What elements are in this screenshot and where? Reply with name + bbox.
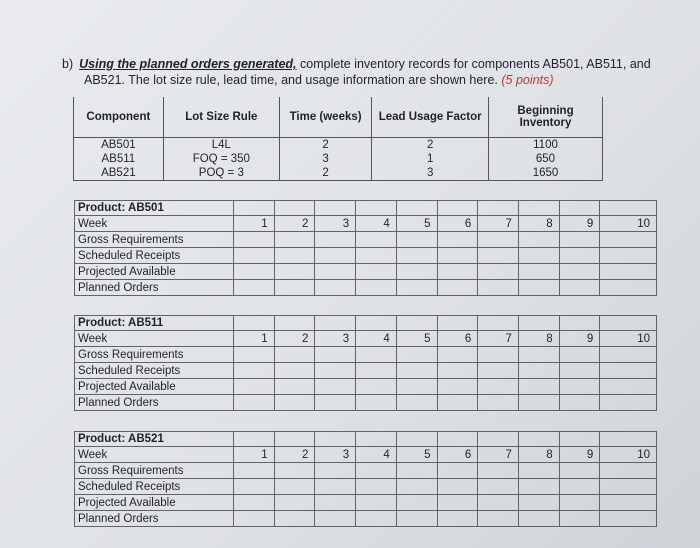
info-header-row bbox=[74, 97, 603, 138]
answer-cell[interactable] bbox=[478, 248, 519, 264]
week-label: Week bbox=[75, 216, 234, 232]
question-points: (5 points) bbox=[501, 73, 554, 87]
week-number: 10 bbox=[600, 447, 657, 463]
record-row bbox=[75, 463, 657, 479]
answer-cell[interactable] bbox=[437, 363, 478, 379]
answer-cell[interactable] bbox=[396, 495, 437, 511]
week-number: 8 bbox=[518, 331, 559, 347]
answer-cell[interactable] bbox=[315, 248, 356, 264]
answer-cell[interactable] bbox=[396, 379, 437, 395]
week-number: 4 bbox=[356, 216, 397, 232]
answer-cell[interactable] bbox=[518, 479, 559, 495]
info-begin: 1650 bbox=[488, 166, 602, 181]
answer-cell[interactable] bbox=[356, 395, 397, 411]
week-number: 5 bbox=[396, 216, 437, 232]
header-component: Component bbox=[74, 97, 164, 138]
answer-cell[interactable] bbox=[234, 479, 275, 495]
answer-cell[interactable] bbox=[518, 463, 559, 479]
week-number: 7 bbox=[478, 331, 519, 347]
product-row bbox=[75, 316, 657, 331]
week-number: 1 bbox=[234, 216, 275, 232]
answer-cell[interactable] bbox=[518, 495, 559, 511]
answer-cell[interactable] bbox=[478, 395, 519, 411]
answer-cell[interactable] bbox=[234, 347, 275, 363]
record-table-ab501 bbox=[74, 200, 657, 296]
answer-cell[interactable] bbox=[315, 280, 356, 296]
week-number: 9 bbox=[559, 216, 600, 232]
week-number: 4 bbox=[356, 447, 397, 463]
answer-cell[interactable] bbox=[600, 248, 657, 264]
answer-cell[interactable] bbox=[274, 479, 315, 495]
record-row bbox=[75, 248, 657, 264]
info-row bbox=[74, 166, 603, 181]
answer-cell[interactable] bbox=[315, 347, 356, 363]
answer-cell[interactable] bbox=[234, 280, 275, 296]
answer-cell[interactable] bbox=[274, 463, 315, 479]
answer-cell[interactable] bbox=[274, 280, 315, 296]
answer-cell[interactable] bbox=[559, 495, 600, 511]
question-letter: b) bbox=[62, 57, 74, 71]
week-number: 8 bbox=[518, 216, 559, 232]
week-row bbox=[75, 216, 657, 232]
blank-cell bbox=[396, 201, 437, 216]
answer-cell[interactable] bbox=[274, 395, 315, 411]
product-row bbox=[75, 432, 657, 447]
answer-cell[interactable] bbox=[356, 232, 397, 248]
answer-cell[interactable] bbox=[600, 280, 657, 296]
record-row bbox=[75, 280, 657, 296]
week-number: 6 bbox=[437, 447, 478, 463]
answer-cell[interactable] bbox=[234, 511, 275, 527]
week-row bbox=[75, 331, 657, 347]
week-number: 3 bbox=[315, 447, 356, 463]
week-number: 4 bbox=[356, 331, 397, 347]
week-number: 3 bbox=[315, 331, 356, 347]
answer-cell[interactable] bbox=[396, 511, 437, 527]
header-time-weeks: Time (weeks) bbox=[279, 97, 371, 138]
question-line1: complete inventory records for components AB501, AB511, and bbox=[296, 57, 651, 71]
answer-cell[interactable] bbox=[315, 511, 356, 527]
answer-cell[interactable] bbox=[234, 463, 275, 479]
answer-cell[interactable] bbox=[396, 248, 437, 264]
blank-cell bbox=[518, 201, 559, 216]
info-component: AB521 bbox=[74, 166, 164, 181]
answer-cell[interactable] bbox=[437, 495, 478, 511]
answer-cell[interactable] bbox=[234, 232, 275, 248]
record-row-label: Planned Orders bbox=[75, 395, 234, 411]
answer-cell[interactable] bbox=[396, 463, 437, 479]
answer-cell[interactable] bbox=[437, 395, 478, 411]
week-label: Week bbox=[75, 331, 234, 347]
record-row bbox=[75, 479, 657, 495]
record-row bbox=[75, 232, 657, 248]
record-row bbox=[75, 495, 657, 511]
blank-cell bbox=[274, 316, 315, 331]
blank-cell bbox=[315, 432, 356, 447]
header-lot-size-rule: Lot Size Rule bbox=[163, 97, 279, 138]
blank-cell bbox=[234, 201, 275, 216]
blank-cell bbox=[437, 201, 478, 216]
answer-cell[interactable] bbox=[356, 511, 397, 527]
answer-cell[interactable] bbox=[518, 347, 559, 363]
blank-cell bbox=[315, 201, 356, 216]
answer-cell[interactable] bbox=[356, 347, 397, 363]
record-row-label: Planned Orders bbox=[75, 511, 234, 527]
answer-cell[interactable] bbox=[518, 511, 559, 527]
week-label: Week bbox=[75, 447, 234, 463]
info-lot: L4L bbox=[163, 138, 279, 153]
answer-cell[interactable] bbox=[356, 363, 397, 379]
answer-cell[interactable] bbox=[600, 347, 657, 363]
answer-cell[interactable] bbox=[518, 395, 559, 411]
record-table-ab521 bbox=[74, 431, 657, 527]
answer-cell[interactable] bbox=[315, 264, 356, 280]
answer-cell[interactable] bbox=[274, 248, 315, 264]
info-time: 2 bbox=[279, 166, 371, 181]
answer-cell[interactable] bbox=[356, 379, 397, 395]
question-text bbox=[62, 56, 662, 88]
answer-cell[interactable] bbox=[600, 495, 657, 511]
blank-cell bbox=[234, 432, 275, 447]
record-row-label: Projected Available bbox=[75, 379, 234, 395]
answer-cell[interactable] bbox=[600, 463, 657, 479]
answer-cell[interactable] bbox=[600, 395, 657, 411]
answer-cell[interactable] bbox=[315, 495, 356, 511]
answer-cell[interactable] bbox=[437, 280, 478, 296]
question-underlined: Using the planned orders generated, bbox=[79, 57, 297, 71]
answer-cell[interactable] bbox=[234, 395, 275, 411]
answer-cell[interactable] bbox=[437, 379, 478, 395]
product-label: Product: AB521 bbox=[75, 432, 234, 447]
week-number: 8 bbox=[518, 447, 559, 463]
answer-cell[interactable] bbox=[600, 232, 657, 248]
blank-cell bbox=[600, 432, 657, 447]
answer-cell[interactable] bbox=[396, 479, 437, 495]
info-usage: 2 bbox=[372, 138, 489, 153]
blank-cell bbox=[234, 316, 275, 331]
info-lot: POQ = 3 bbox=[163, 166, 279, 181]
blank-cell bbox=[478, 201, 519, 216]
answer-cell[interactable] bbox=[274, 495, 315, 511]
answer-cell[interactable] bbox=[600, 479, 657, 495]
info-usage: 1 bbox=[372, 152, 489, 166]
answer-cell[interactable] bbox=[274, 264, 315, 280]
info-lot: FOQ = 350 bbox=[163, 152, 279, 166]
info-component: AB501 bbox=[74, 138, 164, 153]
answer-cell[interactable] bbox=[396, 280, 437, 296]
week-number: 2 bbox=[274, 216, 315, 232]
answer-cell[interactable] bbox=[478, 232, 519, 248]
week-number: 6 bbox=[437, 331, 478, 347]
answer-cell[interactable] bbox=[234, 379, 275, 395]
record-row bbox=[75, 264, 657, 280]
answer-cell[interactable] bbox=[559, 248, 600, 264]
blank-cell bbox=[396, 432, 437, 447]
answer-cell[interactable] bbox=[600, 363, 657, 379]
answer-cell[interactable] bbox=[396, 232, 437, 248]
answer-cell[interactable] bbox=[437, 479, 478, 495]
answer-cell[interactable] bbox=[478, 511, 519, 527]
header-beginning-inventory: Beginning Inventory bbox=[488, 97, 602, 138]
answer-cell[interactable] bbox=[356, 463, 397, 479]
record-table-ab511 bbox=[74, 315, 657, 411]
record-row bbox=[75, 395, 657, 411]
answer-cell[interactable] bbox=[396, 363, 437, 379]
record-row bbox=[75, 347, 657, 363]
record-row-label: Scheduled Receipts bbox=[75, 248, 234, 264]
answer-cell[interactable] bbox=[356, 495, 397, 511]
blank-cell bbox=[437, 432, 478, 447]
blank-cell bbox=[600, 316, 657, 331]
blank-cell bbox=[356, 316, 397, 331]
answer-cell[interactable] bbox=[437, 511, 478, 527]
week-number: 5 bbox=[396, 447, 437, 463]
week-number: 2 bbox=[274, 331, 315, 347]
answer-cell[interactable] bbox=[478, 379, 519, 395]
answer-cell[interactable] bbox=[559, 232, 600, 248]
answer-cell[interactable] bbox=[234, 363, 275, 379]
record-row bbox=[75, 511, 657, 527]
week-number: 10 bbox=[600, 216, 657, 232]
answer-cell[interactable] bbox=[274, 511, 315, 527]
week-number: 9 bbox=[559, 447, 600, 463]
answer-cell[interactable] bbox=[315, 379, 356, 395]
blank-cell bbox=[315, 316, 356, 331]
week-number: 1 bbox=[234, 447, 275, 463]
answer-cell[interactable] bbox=[234, 248, 275, 264]
record-row-label: Gross Requirements bbox=[75, 232, 234, 248]
answer-cell[interactable] bbox=[437, 463, 478, 479]
question-line2: AB521. The lot size rule, lead time, and usage information are shown here. bbox=[84, 73, 498, 87]
blank-cell bbox=[559, 432, 600, 447]
week-number: 10 bbox=[600, 331, 657, 347]
info-row bbox=[74, 152, 603, 166]
blank-cell bbox=[396, 316, 437, 331]
answer-cell[interactable] bbox=[518, 379, 559, 395]
answer-cell[interactable] bbox=[274, 347, 315, 363]
info-component: AB511 bbox=[74, 152, 164, 166]
week-number: 7 bbox=[478, 447, 519, 463]
answer-cell[interactable] bbox=[559, 511, 600, 527]
product-row bbox=[75, 201, 657, 216]
answer-cell[interactable] bbox=[437, 232, 478, 248]
product-label: Product: AB501 bbox=[75, 201, 234, 216]
record-row-label: Planned Orders bbox=[75, 280, 234, 296]
answer-cell[interactable] bbox=[518, 363, 559, 379]
info-begin: 1100 bbox=[488, 138, 602, 153]
answer-cell[interactable] bbox=[600, 379, 657, 395]
answer-cell[interactable] bbox=[356, 264, 397, 280]
answer-cell[interactable] bbox=[600, 511, 657, 527]
answer-cell[interactable] bbox=[274, 232, 315, 248]
answer-cell[interactable] bbox=[437, 248, 478, 264]
blank-cell bbox=[356, 432, 397, 447]
answer-cell[interactable] bbox=[518, 264, 559, 280]
info-usage: 3 bbox=[372, 166, 489, 181]
answer-cell[interactable] bbox=[396, 347, 437, 363]
answer-cell[interactable] bbox=[315, 232, 356, 248]
week-number: 2 bbox=[274, 447, 315, 463]
record-row bbox=[75, 379, 657, 395]
answer-cell[interactable] bbox=[478, 347, 519, 363]
week-number: 3 bbox=[315, 216, 356, 232]
info-begin: 650 bbox=[488, 152, 602, 166]
answer-cell[interactable] bbox=[559, 395, 600, 411]
answer-cell[interactable] bbox=[356, 479, 397, 495]
answer-cell[interactable] bbox=[315, 395, 356, 411]
week-number: 9 bbox=[559, 331, 600, 347]
blank-cell bbox=[600, 201, 657, 216]
answer-cell[interactable] bbox=[315, 479, 356, 495]
blank-cell bbox=[518, 432, 559, 447]
week-number: 6 bbox=[437, 216, 478, 232]
blank-cell bbox=[478, 432, 519, 447]
record-row-label: Gross Requirements bbox=[75, 463, 234, 479]
record-row-label: Gross Requirements bbox=[75, 347, 234, 363]
blank-cell bbox=[356, 201, 397, 216]
answer-cell[interactable] bbox=[600, 264, 657, 280]
answer-cell[interactable] bbox=[518, 232, 559, 248]
answer-cell[interactable] bbox=[518, 280, 559, 296]
week-number: 7 bbox=[478, 216, 519, 232]
answer-cell[interactable] bbox=[396, 395, 437, 411]
answer-cell[interactable] bbox=[315, 463, 356, 479]
answer-cell[interactable] bbox=[234, 495, 275, 511]
blank-cell bbox=[559, 316, 600, 331]
week-number: 5 bbox=[396, 331, 437, 347]
record-row bbox=[75, 363, 657, 379]
product-label: Product: AB511 bbox=[75, 316, 234, 331]
answer-cell[interactable] bbox=[559, 264, 600, 280]
record-row-label: Scheduled Receipts bbox=[75, 363, 234, 379]
answer-cell[interactable] bbox=[396, 264, 437, 280]
info-time: 3 bbox=[279, 152, 371, 166]
info-row bbox=[74, 138, 603, 153]
answer-cell[interactable] bbox=[356, 280, 397, 296]
answer-cell[interactable] bbox=[234, 264, 275, 280]
answer-cell[interactable] bbox=[559, 379, 600, 395]
answer-cell[interactable] bbox=[274, 363, 315, 379]
answer-cell[interactable] bbox=[559, 463, 600, 479]
answer-cell[interactable] bbox=[559, 479, 600, 495]
week-number: 1 bbox=[234, 331, 275, 347]
answer-cell[interactable] bbox=[559, 280, 600, 296]
component-info-table bbox=[73, 97, 603, 181]
answer-cell[interactable] bbox=[518, 248, 559, 264]
answer-cell[interactable] bbox=[478, 463, 519, 479]
answer-cell[interactable] bbox=[437, 264, 478, 280]
blank-cell bbox=[437, 316, 478, 331]
info-time: 2 bbox=[279, 138, 371, 153]
blank-cell bbox=[559, 201, 600, 216]
blank-cell bbox=[518, 316, 559, 331]
answer-cell[interactable] bbox=[559, 347, 600, 363]
answer-cell[interactable] bbox=[478, 363, 519, 379]
blank-cell bbox=[274, 432, 315, 447]
answer-cell[interactable] bbox=[478, 495, 519, 511]
answer-cell[interactable] bbox=[437, 347, 478, 363]
blank-cell bbox=[274, 201, 315, 216]
answer-cell[interactable] bbox=[478, 280, 519, 296]
blank-cell bbox=[478, 316, 519, 331]
record-row-label: Projected Available bbox=[75, 264, 234, 280]
header-lead-usage-factor: Lead Usage Factor bbox=[372, 97, 489, 138]
answer-cell[interactable] bbox=[559, 363, 600, 379]
week-row bbox=[75, 447, 657, 463]
answer-cell[interactable] bbox=[478, 479, 519, 495]
record-row-label: Projected Available bbox=[75, 495, 234, 511]
answer-cell[interactable] bbox=[478, 264, 519, 280]
record-row-label: Scheduled Receipts bbox=[75, 479, 234, 495]
answer-cell[interactable] bbox=[315, 363, 356, 379]
answer-cell[interactable] bbox=[356, 248, 397, 264]
answer-cell[interactable] bbox=[274, 379, 315, 395]
